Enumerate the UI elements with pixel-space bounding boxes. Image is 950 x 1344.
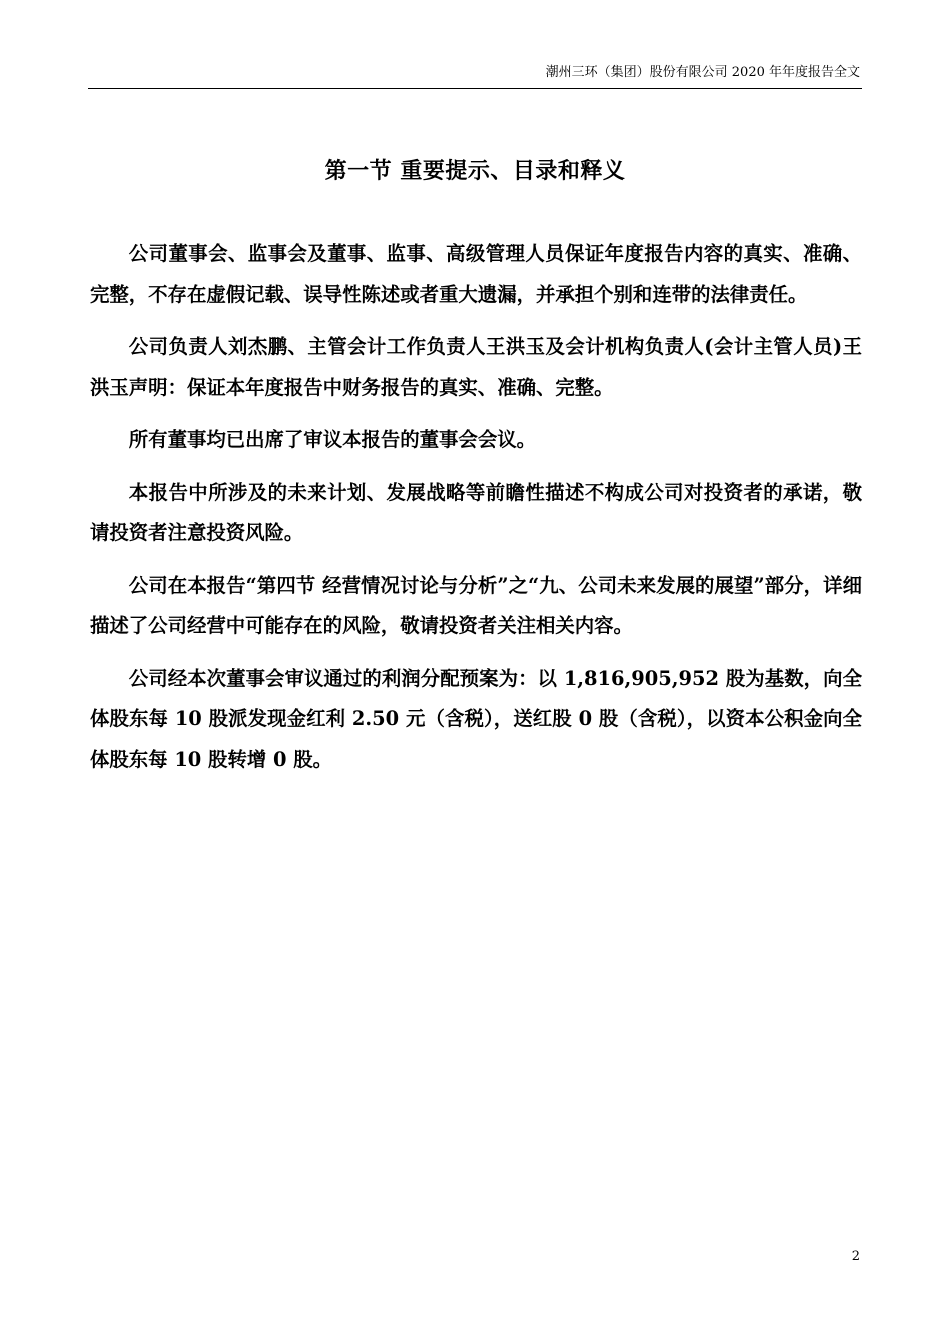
paragraph-financial-statement-declaration: 公司负责人刘杰鹏、主管会计工作负责人王洪玉及会计机构负责人(会计主管人员)王洪玉声明：保证本年度报告中财务报告的真实、准确、完整。 — [90, 335, 862, 399]
paragraph-profit-distribution-plan: 公司经本次董事会审议通过的利润分配预案为：以 1,816,905,952 股为基数，向全体股东每 10 股派发现金红利 2.50 元（含税），送红股 0 股（含税），以资本公积金向全体股东每 10 股转增 0 股。 — [90, 666, 862, 771]
page-header — [88, 62, 862, 89]
page-number: 2 — [851, 1249, 860, 1264]
paragraph-board-attendance: 所有董事均已出席了审议本报告的董事会会议。 — [128, 428, 536, 451]
report-header-title: 潮州三环（集团）股份有限公司 2020 年年度报告全文 — [545, 65, 860, 80]
paragraph-forward-looking-disclaimer: 本报告中所涉及的未来计划、发展战略等前瞻性描述不构成公司对投资者的承诺，敬请投资者注意投资风险。 — [90, 480, 862, 544]
paragraph-risk-reference: 公司在本报告“第四节 经营情况讨论与分析”之“九、公司未来发展的展望”部分，详细描述了公司经营中可能存在的风险，敬请投资者关注相关内容。 — [90, 573, 862, 637]
important-notice-body — [90, 234, 862, 792]
paragraph-responsibility-statement: 公司董事会、监事会及董事、监事、高级管理人员保证年度报告内容的真实、准确、完整，不存在虚假记载、误导性陈述或者重大遗漏，并承担个别和连带的法律责任。 — [90, 242, 862, 306]
section-title: 第一节 重要提示、目录和释义 — [324, 158, 626, 184]
